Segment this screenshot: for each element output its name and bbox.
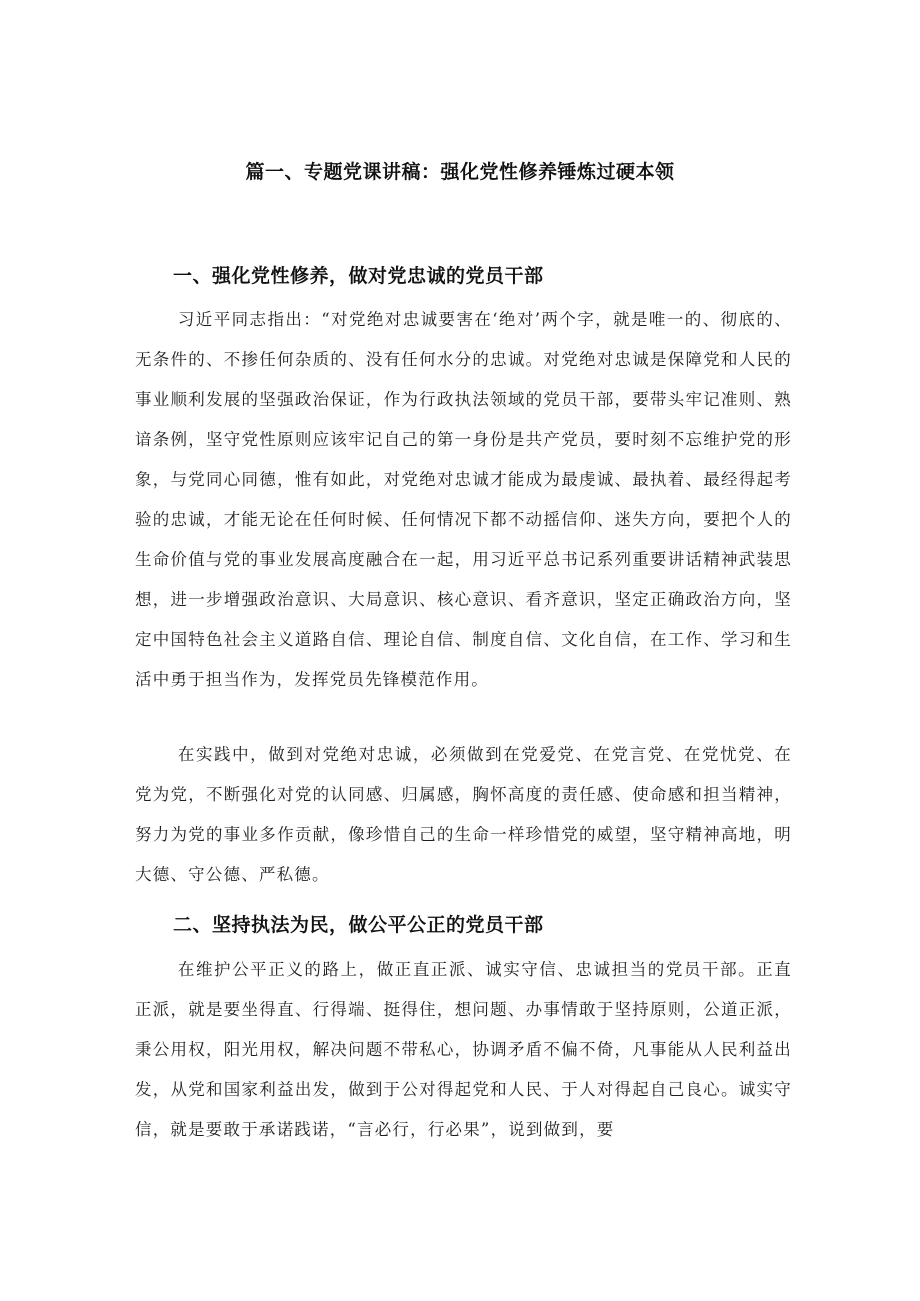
section-1-paragraph-1: 习近平同志指出：“对党绝对忠诚要害在‘绝对’两个字，就是唯一的、彻底的、无条件的、不掺任何杂质的、没有任何水分的忠诚。对党绝对忠诚是保障党和人民的事业顺利发展的坚强政治保证，作为行政执法领域的党员干部，要带头牢记准则、熟谙条例，坚守党性原则应该牢记自己的第一身份是共产党员，要时刻不忘维护党的形象，与党同心同德，惟有如此，对党绝对忠诚才能成为最虔诚、最执着、最经得起考验的忠诚，才能无论在任何时候、任何情况下都不动摇信仰、迷失方向，要把个人的生命价值与党的事业发展高度融合在一起，用习近平总书记系列重要讲话精神武装思想，进一步增强政治意识、大局意识、核心意识、看齐意识，坚定正确政治方向，坚定中国特色社会主义道路自信、理论自信、制度自信、文化自信，在工作、学习和生活中勇于担当作为，发挥党员先锋模范作用。 (135, 310, 792, 689)
section-2-paragraph-1: 在维护公平正义的路上，做正直正派、诚实守信、忠诚担当的党员干部。正直正派，就是要坐得直、行得端、挺得住，想问题、办事情敢于坚持原则，公道正派，秉公用权，阳光用权，解决问题不带私心，协调矛盾不偏不倚，凡事能从人民利益出发，从党和国家利益出发，做到于公对得起党和人民、于人对得起自己良心。诚实守信，就是要敢于承诺践诺，“言必行，行必果”，说到做到，要 (135, 960, 792, 1139)
section-heading-2: 二、坚持执法为民，做公平公正的党员干部 (173, 914, 544, 936)
section-1-paragraph-2: 在实践中，做到对党绝对忠诚，必须做到在党爱党、在党言党、在党忧党、在党为党，不断强化对党的认同感、归属感，胸怀高度的责任感、使命感和担当精神，努力为党的事业多作贡献，像珍惜自己的生命一样珍惜党的威望，坚守精神高地，明大德、守公德、严私德。 (135, 745, 792, 884)
document-title: 篇一、专题党课讲稿：强化党性修养锤炼过硬本领 (245, 161, 675, 183)
section-heading-1: 一、强化党性修养，做对党忠诚的党员干部 (173, 265, 544, 287)
